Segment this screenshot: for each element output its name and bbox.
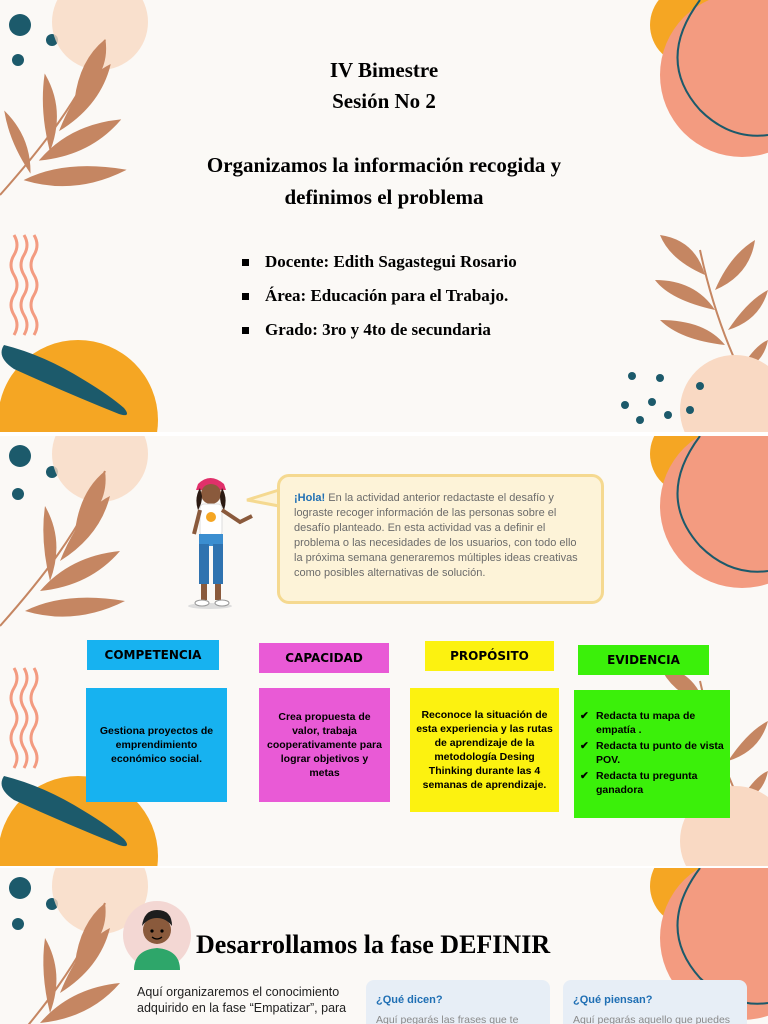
intro-line: Aquí organizaremos el conocimiento: [137, 985, 340, 999]
list-item: ✔ Redacta tu mapa de empatía .: [580, 710, 696, 736]
speech-bubble: [277, 474, 604, 604]
bullet-icon: [242, 259, 249, 266]
header-proposito: PROPÓSITO: [425, 641, 554, 671]
intro-text: [137, 984, 363, 1016]
slide-competencies: [0, 436, 768, 866]
card-que-piensan: [563, 980, 747, 1024]
card-body: Aquí pegarás las frases que te: [376, 1014, 519, 1024]
card-title: ¿Qué piensan?: [573, 994, 653, 1006]
competencia-text: Gestiona proyectos de emprendimiento económico social.: [99, 725, 214, 765]
competencia-box: [86, 688, 227, 802]
slide-definir: [0, 868, 768, 1024]
capacidad-text: Crea propuesta de valor, trabaja cooperativamente para lograr objetivos y metas: [267, 711, 382, 779]
header-evidencia: EVIDENCIA: [578, 645, 709, 675]
card-que-dicen: [366, 980, 550, 1024]
session-title: Sesión No 2: [332, 89, 436, 113]
list-item: Docente: Edith Sagastegui Rosario: [240, 252, 517, 286]
list-item: ✔ Redacta tu pregunta ganadora: [580, 770, 698, 796]
topic-title-line1: Organizamos la información recogida y: [206, 153, 562, 177]
slide-cover: [0, 0, 768, 432]
check-icon: ✔: [580, 770, 589, 782]
bullet-icon: [242, 293, 249, 300]
definir-title: Desarrollamos la fase DEFINIR: [196, 930, 551, 959]
bullet-icon: [242, 327, 249, 334]
list-item: Grado: 3ro y 4to de secundaria: [240, 320, 517, 354]
list-item: ✔ Redacta tu punto de vista POV.: [580, 740, 724, 766]
capacidad-box: [259, 688, 390, 802]
evidencia-list: [580, 709, 724, 799]
intro-line: adquirido en la fase “Empatizar”, para: [137, 1001, 347, 1015]
greeting-text: ¡Hola!: [294, 492, 326, 504]
header-capacidad: CAPACIDAD: [259, 643, 389, 673]
check-icon: ✔: [580, 740, 589, 752]
proposito-box: [410, 688, 559, 812]
header-competencia: COMPETENCIA: [87, 640, 219, 670]
speech-text: En la actividad anterior redactaste el desafío y lograste recoger información de las personas sobre el desafío planteado. En esta actividad vas a definir el problema o las necesidades de los usuarios, con todo ello la próxima semana generaremos múltiples ideas creativas como posibles alternativas de solución.: [294, 492, 578, 579]
card-body: Aquí pegarás aquello que puedes: [573, 1014, 731, 1024]
topic-title-line2: definimos el problema: [284, 185, 484, 209]
info-list: [240, 252, 517, 354]
speech-bubble-tail: [245, 486, 281, 510]
avatar: [122, 900, 192, 970]
proposito-text: Reconoce la situación de esta experiencia y las rutas de aprendizaje de la metodología Desing Thinking durante las 4 semanas de aprendizaje.: [416, 709, 553, 791]
list-item: Área: Educación para el Trabajo.: [240, 286, 517, 320]
evidencia-box: [574, 690, 730, 818]
card-title: ¿Qué dicen?: [376, 994, 443, 1006]
check-icon: ✔: [580, 710, 589, 722]
bimestre-title: IV Bimestre: [329, 58, 439, 82]
